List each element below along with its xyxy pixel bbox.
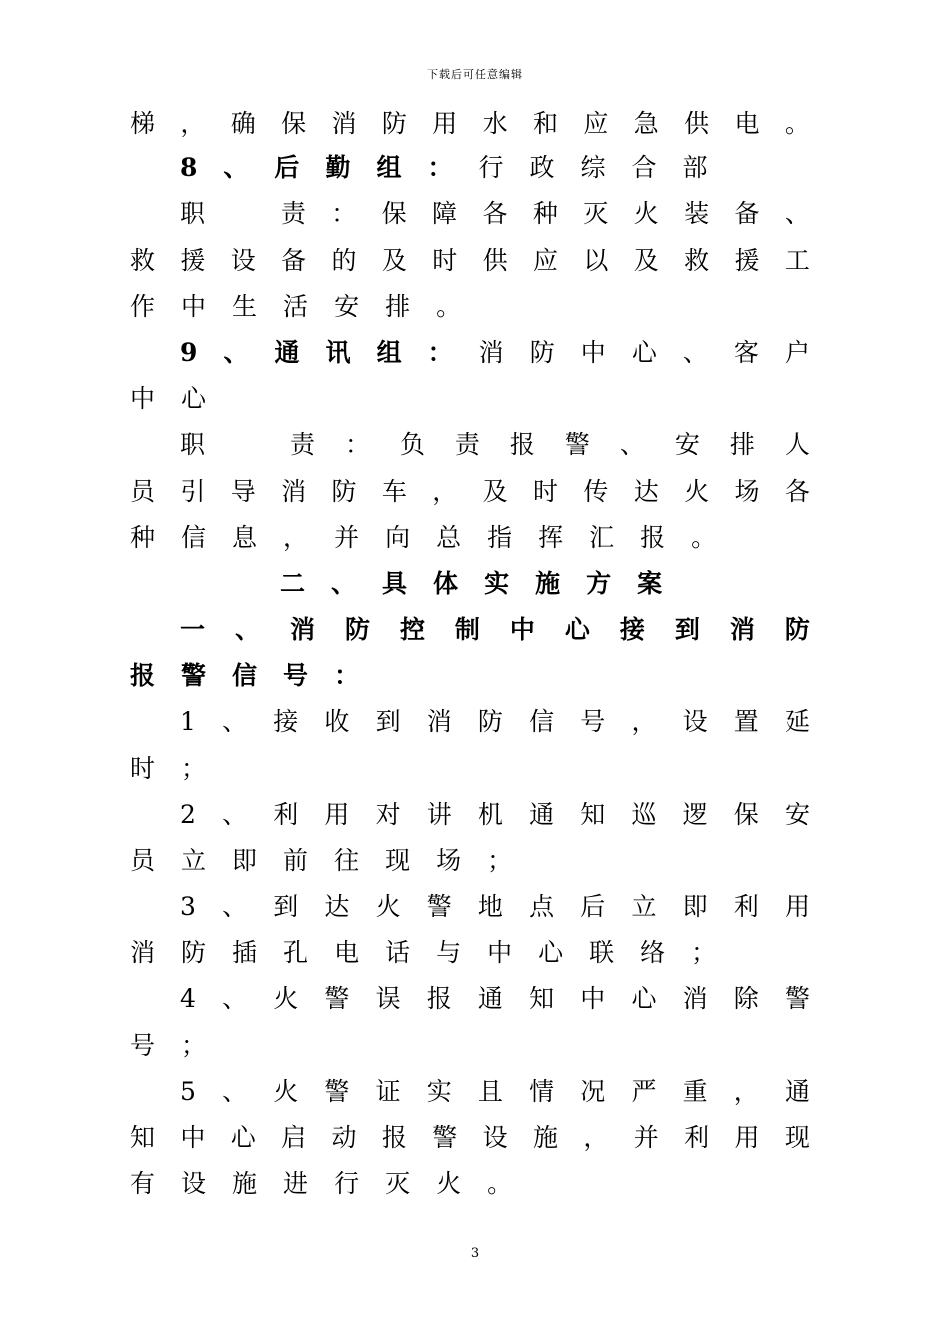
text-line: 救 援 设 备 的 及 时 供 应 以 及 救 援 工	[130, 246, 810, 275]
text-line: 知 中 心 启 动 报 警 设 施 ， 并 利 用 现	[130, 1123, 810, 1152]
text-line: 职 责 ： 保 障 各 种 灭 火 装 备 、	[180, 199, 810, 228]
text-line: 报 警 信 号 ：	[130, 661, 360, 690]
page-header: 下载后可任意编辑	[427, 68, 523, 81]
text-line: 种 信 息 ， 并 向 总 指 挥 汇 报 。	[130, 523, 717, 552]
text-line: 3 、 到 达 火 警 地 点 后 立 即 利 用	[180, 892, 810, 921]
text-line: 员 立 即 前 往 现 场 ；	[130, 846, 513, 875]
text-line: 2 、 利 用 对 讲 机 通 知 巡 逻 保 安	[180, 800, 810, 829]
text-line: 时 ；	[130, 754, 207, 783]
text-line: 一 、 消 防 控 制 中 心 接 到 消 防	[180, 615, 810, 644]
text-line: 中 心	[130, 384, 207, 413]
text-line: 4 、 火 警 误 报 通 知 中 心 消 除 警	[180, 984, 810, 1013]
text-line: 职 责 ： 负 责 报 警 、 安 排 人	[180, 430, 810, 459]
text-line: 作 中 生 活 安 排 。	[130, 292, 462, 321]
text-line: 8 、 后 勤 组 ： 行 政 综 合 部	[180, 153, 708, 182]
text-line: 有 设 施 进 行 灭 火 。	[130, 1169, 513, 1198]
text-line: 二 、 具 体 实 施 方 案	[280, 569, 663, 598]
text-line: 梯 ， 确 保 消 防 用 水 和 应 急 供 电 。	[130, 109, 810, 138]
text-line: 9 、 通 讯 组 ： 消 防 中 心 、 客 户	[180, 338, 810, 367]
text-line: 1 、 接 收 到 消 防 信 号 ， 设 置 延	[180, 707, 810, 736]
text-line: 5 、 火 警 证 实 且 情 况 严 重 ， 通	[180, 1077, 810, 1106]
text-line: 消 防 插 孔 电 话 与 中 心 联 络 ；	[130, 938, 717, 967]
text-line: 号 ；	[130, 1031, 207, 1060]
page-number: 3	[470, 1246, 480, 1261]
text-line: 员 引 导 消 防 车 ， 及 时 传 达 火 场 各	[130, 477, 810, 506]
